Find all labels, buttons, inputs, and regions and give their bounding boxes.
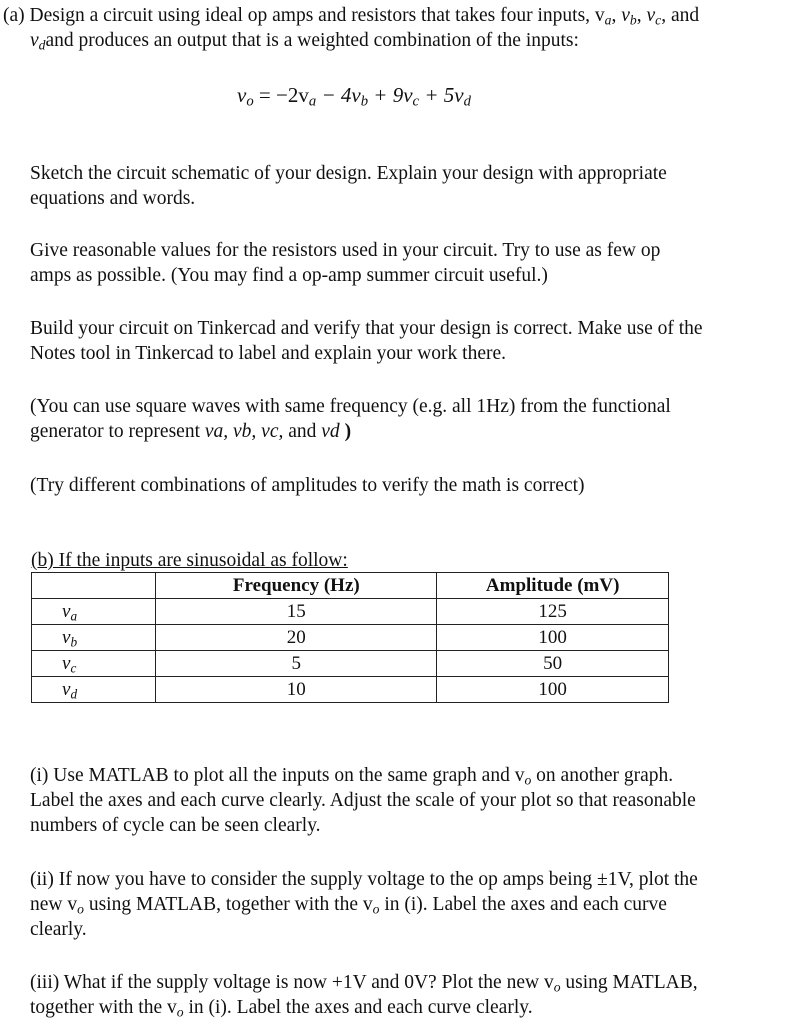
- inputs-table: [31, 572, 669, 703]
- weighted-sum-equation: $v_o = -2v_a - 4v_b + 9v_c + 5v_d$: [237, 83, 471, 110]
- try-amplitudes-paragraph: (Try different combinations of amplitudes to verify the math is correct): [30, 475, 585, 496]
- question-ii: (ii) If now you have to consider the supply voltage to the op amps being ±1V, plot the new $v_o$ using MATLAB, together with the $v_o$ in (i). Label the axes and each curve clearly.: [30, 869, 698, 940]
- table-row: $v_b$ 20 100: [32, 625, 669, 651]
- table-header-row: [32, 573, 669, 599]
- part-a-intro-line1: (a) Design a circuit using ideal op amps and resistors that takes four inputs, v: [3, 5, 605, 26]
- table-row: $v_d$ 10 100: [32, 677, 669, 703]
- table-row: $v_c$ 5 50: [32, 651, 669, 677]
- part-a-intro: (a) Design a circuit using ideal op amps and resistors that takes four inputs, $v_a$, $v_b$, $v_c$, and $v_dand$ produces an output that is a weighted combination of the inputs:: [3, 5, 700, 53]
- square-wave-paragraph: (You can use square waves with same frequency (e.g. all 1Hz) from the functional generator to represent va, vb, vc, and vd ): [30, 396, 671, 442]
- amplitude-header: Amplitude (mV): [437, 573, 669, 599]
- question-i: (i) Use MATLAB to plot all the inputs on the same graph and $v_o$ on another graph. Label the axes and each curve clearly. Adjust the scale of your plot so that reasonable numbers of cycle can be seen clearly.: [30, 765, 696, 836]
- part-a-intro-line2: and produces an output that is a weighted combination of the inputs:: [45, 30, 579, 51]
- frequency-header: Frequency (Hz): [156, 573, 437, 599]
- question-iii: (iii) What if the supply voltage is now +1V and 0V? Plot the new $v_o$ using MATLAB, together with the $v_o$ in (i). Label the axes and each curve clearly.: [30, 972, 698, 1020]
- resistor-values-paragraph: Give reasonable values for the resistors used in your circuit. Try to use as few op amps as possible. (You may find a op-amp summer circuit useful.): [30, 240, 661, 286]
- table-row: $v_a$ 15 125: [32, 599, 669, 625]
- tinkercad-paragraph: Build your circuit on Tinkercad and verify that your design is correct. Make use of the Notes tool in Tinkercad to label and explain your work there.: [30, 318, 703, 364]
- part-b-intro: (b) If the inputs are sinusoidal as follow:: [31, 550, 348, 571]
- sketch-paragraph: Sketch the circuit schematic of your design. Explain your design with appropriate equations and words.: [30, 163, 667, 209]
